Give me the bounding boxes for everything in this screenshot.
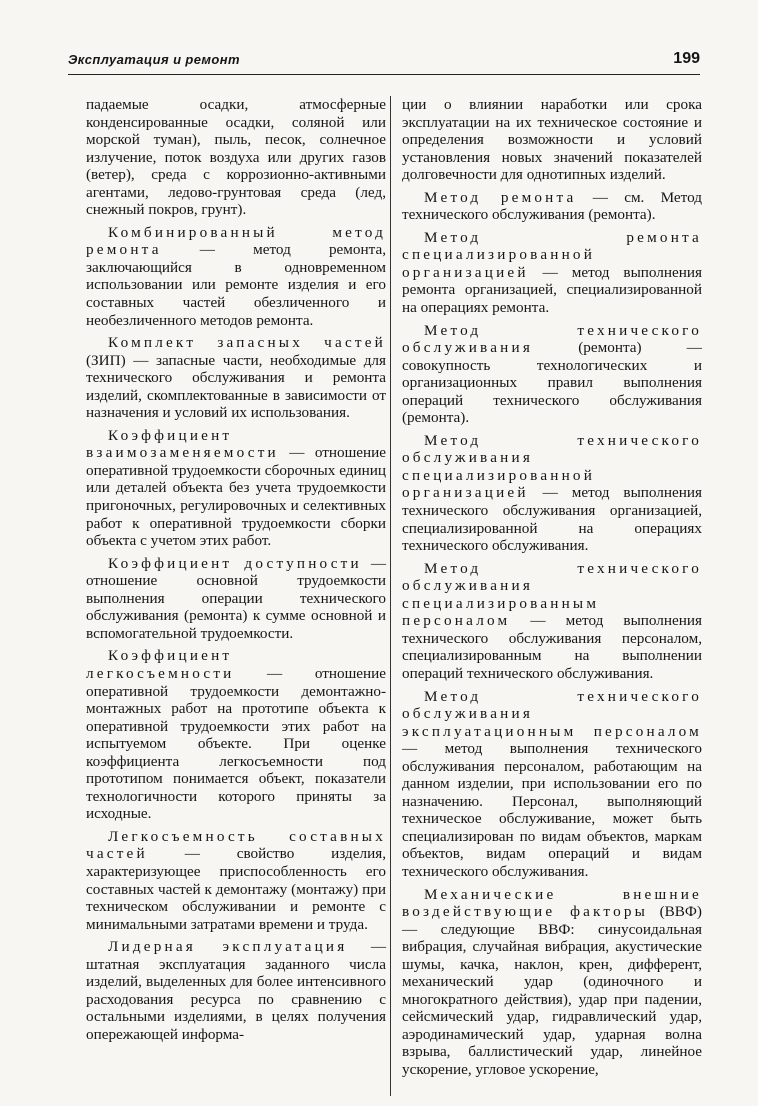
- left-column: [86, 96, 386, 1048]
- entry-definition: — метод ремонта, заключающийся в одновременном использовании или ремонте изделия и его составных частей обезличенного и необезличенного методов ремонта.: [86, 241, 386, 329]
- entry-definition: — отношение основной трудоемкости выполнения операции технического обслуживания (ремонта) к сумме основной и вспомогательной трудоемкости.: [86, 554, 386, 642]
- glossary-entry: [402, 432, 702, 555]
- running-header: [68, 50, 700, 72]
- entry-continuation: ции о влиянии наработки или срока эксплуатации на их техническое состояние и определения возможности и условий установления новых значений показателей долговечности для однотипных изделий.: [402, 96, 702, 184]
- glossary-entry: [86, 427, 386, 550]
- column-divider: [390, 96, 391, 1096]
- page-number: 199: [673, 50, 700, 67]
- glossary-entry: [402, 688, 702, 881]
- glossary-entry: [402, 560, 702, 683]
- entry-term: Коэффициент взаимозаменяемости: [86, 426, 279, 462]
- entry-term: Метод ремонта: [424, 188, 577, 206]
- glossary-entry: [402, 322, 702, 427]
- glossary-entry: [402, 886, 702, 1079]
- entry-definition: — отношение оперативной трудоемкости сборочных единиц или деталей объекта без учета трудоемкости пригоночных, регулировочных и селективных работ к оперативной трудоемкости сборки объекта с учетом этих работ.: [86, 444, 386, 550]
- entry-term: Механические внешние воздействующие факторы: [402, 885, 702, 921]
- glossary-entry: [86, 334, 386, 422]
- entry-term: Коэффициент доступности: [108, 554, 362, 572]
- entry-definition: — метод выполнения технического обслуживания персоналом, работающим на данном изделии, при использовании его по назначению. Персонал, выполняющий техническое обслуживание, может быть специализирован по видам объектов, маркам объектов, видам операций и видам технического обслуживания.: [402, 740, 702, 880]
- glossary-entry: [86, 555, 386, 643]
- entry-definition: — см. Метод технического обслуживания (ремонта).: [402, 188, 702, 224]
- entry-term: Метод ремонта специализированной организацией: [402, 228, 702, 281]
- section-title: Эксплуатация и ремонт: [68, 52, 240, 67]
- glossary-entry: [86, 224, 386, 329]
- right-column: [402, 96, 702, 1084]
- entry-term: Метод технического обслуживания специализированной организацией: [402, 431, 702, 502]
- entry-continuation: падаемые осадки, атмосферные конденсированные осадки, соляной или морской туман), пыль, песок, солнечное излучение, поток воздуха или других газов (ветер), среда с коррозионно-активными агентами, ледово-грунтовая среда (лед, снежный покров, грунт).: [86, 96, 386, 219]
- glossary-entry: [402, 229, 702, 317]
- entry-definition: (ЗИП) — запасные части, необходимые для технического обслуживания и ремонта изделий, скомплектованные в зависимости от назначения и условий их использования.: [86, 351, 386, 422]
- entry-definition: — штатная эксплуатация заданного числа изделий, выделенных для более интенсивного расходования ресурса по сравнению с остальными изделиями, в целях получения опережающей информа-: [86, 938, 386, 1043]
- entry-term: Метод технического обслуживания специализированным персоналом: [402, 559, 702, 630]
- glossary-entry: [86, 938, 386, 1043]
- entry-definition: — метод выполнения технического обслуживания персоналом, специализированным на выполнении операций технического обслуживания.: [402, 612, 702, 682]
- entry-definition: (ремонта) — совокупность технологических и организационных правил выполнения операций технического обслуживания (ремонта).: [402, 339, 702, 427]
- entry-term: Лидерная эксплуатация: [108, 938, 348, 956]
- entry-term: Легкосъемность составных частей: [86, 827, 386, 863]
- entry-term: Метод технического обслуживания эксплуатационным персоналом: [402, 687, 702, 740]
- header-rule: [68, 74, 700, 75]
- glossary-entry: [86, 828, 386, 933]
- entry-definition: — метод выполнения ремонта организацией, специализированной на операциях ремонта.: [402, 263, 702, 317]
- entry-term: Метод технического обслуживания: [402, 321, 702, 357]
- entry-definition: — метод выполнения технического обслуживания организацией, специализированной на операциях технического обслуживания.: [402, 484, 702, 555]
- entry-definition: — отношение оперативной трудоемкости демонтажно-монтажных работ на прототипе объекта к оперативной трудоемкости этих работ на испытуемом объекте. При оценке коэффициента легкосъемности под прототипом понимается объект, показатели технологичности которого приняты за исходные.: [86, 664, 386, 823]
- entry-definition: (ВВФ) — следующие ВВФ: синусоидальная вибрация, случайная вибрация, акустические шумы, качка, наклон, крен, дифферент, механический удар (одиночного и многократного действия), удар при падении, сейсмический удар, гидравлический удар, аэродинамический удар, ударная волна взрыва, баллистический удар, линейное ускорение, угловое ускорение,: [402, 903, 702, 1078]
- entry-term: Комбинированный метод ремонта: [86, 223, 386, 259]
- entry-term: Коэффициент легкосъемности: [86, 647, 235, 682]
- entry-term: Комплект запасных частей: [108, 334, 386, 352]
- glossary-entry: [86, 647, 386, 822]
- entry-definition: — свойство изделия, характеризующее приспособленность его составных частей к демонтажу (монтажу) при техническом обслуживании и ремонте с минимальными затратами времени и труда.: [86, 845, 386, 933]
- glossary-entry: [402, 189, 702, 224]
